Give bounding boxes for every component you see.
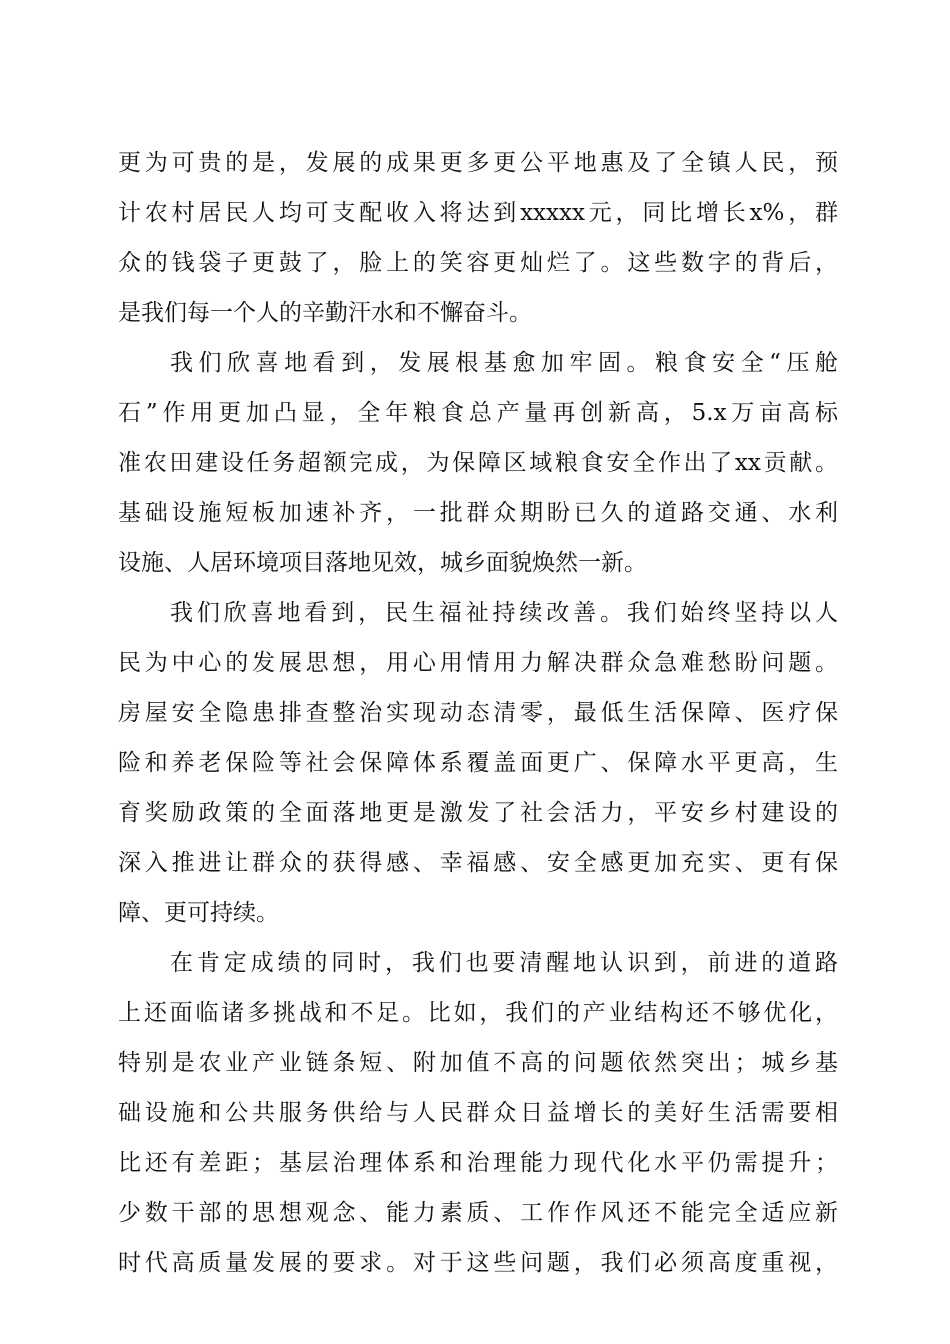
text-line: 众的钱袋子更鼓了，脸上的笑容更灿烂了。这些数字的背后，	[118, 250, 838, 276]
text-line: 我们欣喜地看到，发展根基愈加牢固。粮食安全“压舱	[170, 350, 838, 376]
text-line: 上还面临诸多挑战和不足。比如，我们的产业结构还不够优化，	[118, 1000, 838, 1026]
text-line: 基础设施短板加速补齐，一批群众期盼已久的道路交通、水利	[118, 500, 838, 526]
text-line: 少数干部的思想观念、能力素质、工作作风还不能完全适应新	[118, 1200, 838, 1226]
paragraph	[118, 138, 838, 338]
text-line: 育奖励政策的全面落地更是激发了社会活力，平安乡村建设的	[118, 800, 838, 826]
paragraph	[118, 588, 838, 938]
text-line: 计农村居民人均可支配收入将达到xxxxx元，同比增长x%，群	[118, 200, 838, 226]
text-line: 比还有差距；基层治理体系和治理能力现代化水平仍需提升；	[118, 1150, 838, 1176]
text-line: 设施、人居环境项目落地见效，城乡面貌焕然一新。	[118, 550, 647, 576]
paragraph	[118, 338, 838, 588]
text-line: 险和养老保险等社会保障体系覆盖面更广、保障水平更高，生	[118, 750, 838, 776]
text-line: 民为中心的发展思想，用心用情用力解决群众急难愁盼问题。	[118, 650, 838, 676]
text-line: 深入推进让群众的获得感、幸福感、安全感更加充实、更有保	[118, 850, 838, 876]
document-body	[118, 138, 838, 1288]
text-line: 特别是农业产业链条短、附加值不高的问题依然突出；城乡基	[118, 1050, 838, 1076]
text-line: 我们欣喜地看到，民生福祉持续改善。我们始终坚持以人	[170, 600, 838, 626]
paragraph	[118, 938, 838, 1288]
text-line: 准农田建设任务超额完成，为保障区域粮食安全作出了xx贡献。	[118, 450, 838, 476]
text-line: 础设施和公共服务供给与人民群众日益增长的美好生活需要相	[118, 1100, 838, 1126]
text-line: 时代高质量发展的要求。对于这些问题，我们必须高度重视，	[118, 1250, 838, 1276]
text-line: 在肯定成绩的同时，我们也要清醒地认识到，前进的道路	[170, 950, 838, 976]
text-line: 障、更可持续。	[118, 900, 279, 926]
text-line: 石”作用更加凸显，全年粮食总产量再创新高，5.x万亩高标	[118, 400, 838, 426]
text-line: 是我们每一个人的辛勤汗水和不懈奋斗。	[118, 300, 532, 326]
text-line: 房屋安全隐患排查整治实现动态清零，最低生活保障、医疗保	[118, 700, 838, 726]
text-line: 更为可贵的是，发展的成果更多更公平地惠及了全镇人民，预	[118, 150, 838, 176]
